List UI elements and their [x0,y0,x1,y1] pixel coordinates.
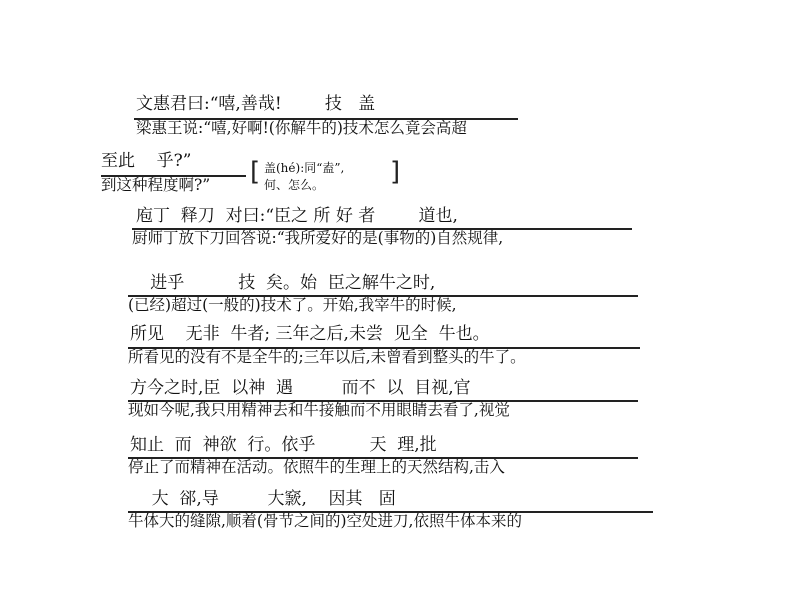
translation-text-line: 到这种程度啊?” [101,176,211,194]
translation-text-line: 现如今呢,我只用精神去和牛接触而不用眼睛去看了,视觉 [128,401,510,419]
original-text-line: 进乎 技 矣。始 臣之解牛之时, [134,273,436,293]
annotation-bracket-close: ] [390,157,401,187]
annotation-note-line: 何、怎么。 [264,178,325,192]
original-text-line: 方今之时,臣 以神 遇 而不 以 目视,官 [130,378,471,398]
original-text-line: 文惠君曰:“嘻,善哉! 技 盖 [136,94,376,114]
original-text-line: 知止 而 神欲 行。依乎 天 理,批 [130,435,437,455]
original-text-line: 所见 无非 牛者; 三年之后,未尝 见全 牛也。 [130,324,490,344]
translation-text-line: 牛体大的缝隙,顺着(骨节之间的)空处进刀,依照牛体本来的 [128,512,522,530]
translation-text-line: 所看见的没有不是全牛的;三年以后,未曾看到整头的牛了。 [128,348,526,366]
translation-text-line: 梁惠王说:“嘻,好啊!(你解牛的)技术怎么竟会高超 [136,119,467,137]
original-text-line: 大 郤,导 大窾, 因其 固 [130,489,396,509]
original-text-line: 至此 乎?” [101,151,192,171]
annotation-bracket-open: [ [250,157,261,187]
original-text-line: 庖丁 释刀 对曰:“臣之 所 好 者 道也, [136,206,458,226]
translation-text-line: (已经)超过(一般的)技术了。开始,我宰牛的时候, [128,296,457,314]
translation-text-line: 停止了而精神在活动。依照牛的生理上的天然结构,击入 [128,458,505,476]
annotation-note-line: 盖(hé):同“盍”, [264,161,345,175]
translation-text-line: 厨师丁放下刀回答说:“我所爱好的是(事物的)自然规律, [132,229,504,247]
